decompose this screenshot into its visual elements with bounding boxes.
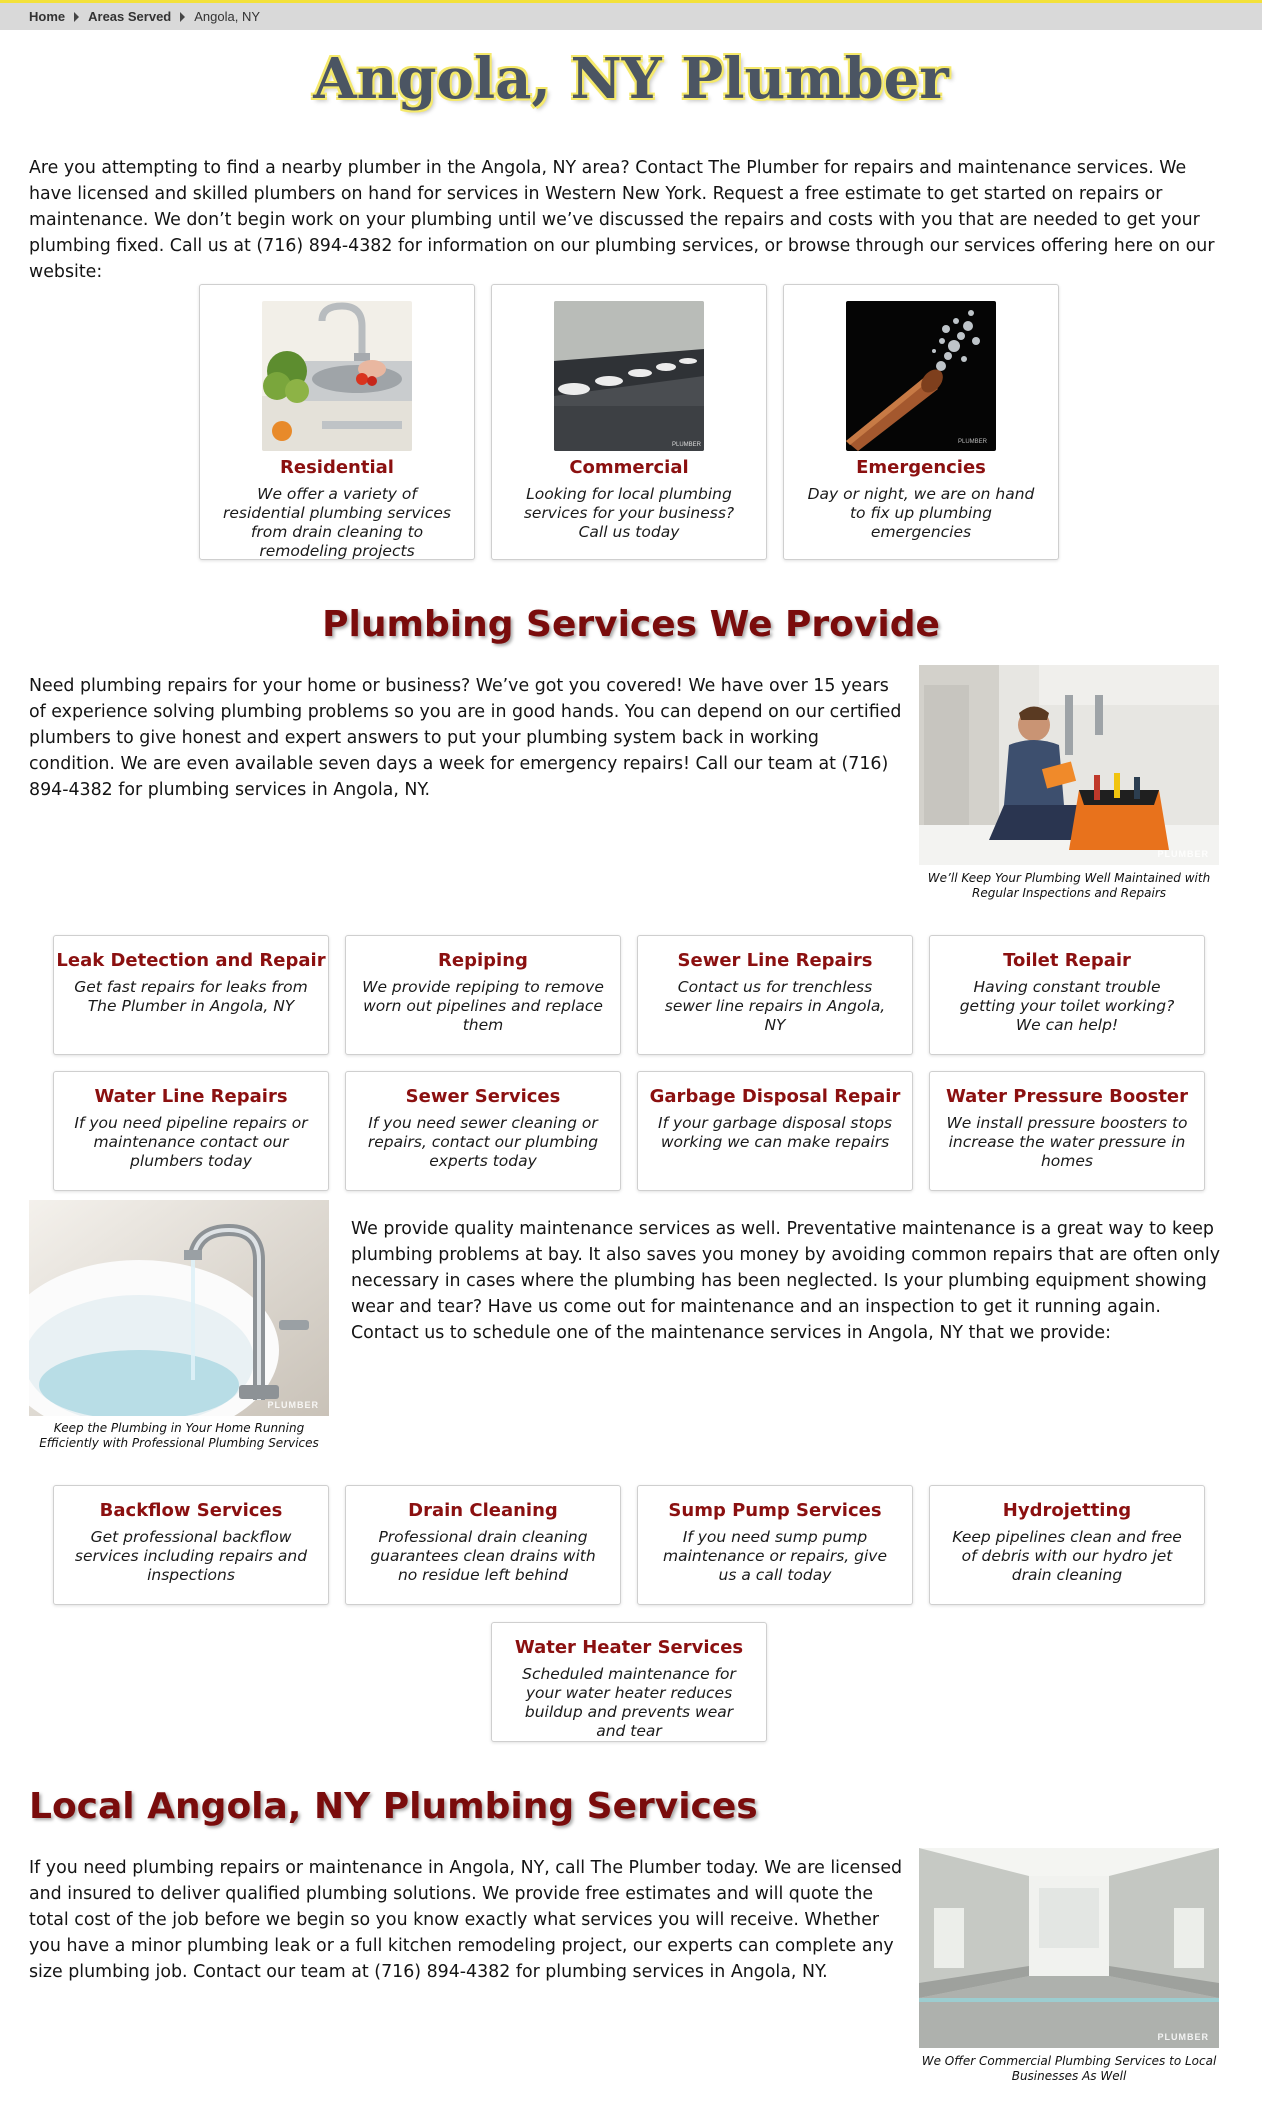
maintenance-paragraph: We provide quality maintenance services as well. Preventative maintenance is a great way to keep plumbing problems at bay. It also saves you money by avoiding common repairs that are often only necessary in cases where the plumbing has been neglected. Is your plumbing equipment showing wear and tear? Have us come out for maintenance and an inspection to get it running again. Contact us to schedule one of the maintenance services in Angola, NY that we provide:: [351, 1219, 1221, 1343]
svg-text:PLUMBER: PLUMBER: [672, 442, 702, 448]
category-card-residential[interactable]: [199, 284, 475, 560]
service-title: Sewer Services: [405, 1086, 561, 1107]
service-card-sump-pump[interactable]: [637, 1485, 913, 1605]
chevron-right-icon: [180, 12, 185, 22]
service-description: Get fast repairs for leaks from The Plumber in Angola, NY: [74, 978, 308, 1015]
service-description: Contact us for trenchless sewer line repairs in Angola, NY: [664, 978, 886, 1034]
watermark: PLUMBER: [1157, 849, 1209, 859]
service-description: Scheduled maintenance for your water heater reduces buildup and prevents wear and tear: [522, 1665, 736, 1740]
svg-text:PLUMBER: PLUMBER: [958, 439, 988, 445]
category-title: Commercial: [569, 457, 689, 478]
service-title: Drain Cleaning: [408, 1500, 558, 1521]
commercial-restroom-photo: [919, 1848, 1219, 2048]
service-description: Keep pipelines clean and free of debris with our hydro jet drain cleaning: [952, 1528, 1182, 1584]
plumber-with-tools-image: [919, 665, 1219, 865]
service-card-water-pressure-booster[interactable]: [929, 1071, 1205, 1191]
service-title: Water Line Repairs: [94, 1086, 288, 1107]
service-description: We install pressure boosters to increase the water pressure in homes: [946, 1114, 1188, 1170]
breadcrumb: [0, 3, 1262, 30]
service-title: Leak Detection and Repair: [56, 950, 326, 971]
maintenance-image-caption: Keep the Plumbing in Your Home Running Efficiently with Professional Plumbing Services: [39, 1421, 319, 1450]
category-description: We offer a variety of residential plumbing services from drain cleaning to remodeling projects: [222, 485, 451, 560]
service-title: Sump Pump Services: [668, 1500, 882, 1521]
service-description: Professional drain cleaning guarantees clean drains with no residue left behind: [370, 1528, 596, 1584]
category-description: Day or night, we are on hand to fix up plumbing emergencies: [807, 485, 1035, 541]
service-description: If you need sewer cleaning or repairs, contact our plumbing experts today: [367, 1114, 599, 1170]
service-card-backflow[interactable]: [53, 1485, 329, 1605]
service-description: We provide repiping to remove worn out pipelines and replace them: [362, 978, 604, 1034]
watermark: PLUMBER: [267, 1400, 319, 1410]
service-title: Water Heater Services: [514, 1637, 744, 1658]
local-image-caption: We Offer Commercial Plumbing Services to Local Businesses As Well: [921, 2054, 1217, 2083]
breadcrumb-areas-link[interactable]: Areas Served: [88, 9, 172, 24]
service-title: Repiping: [438, 950, 528, 971]
service-card-toilet-repair[interactable]: [929, 935, 1205, 1055]
chevron-right-icon: [74, 12, 79, 22]
watermark: PLUMBER: [1157, 2032, 1209, 2042]
category-card-emergencies[interactable]: [783, 284, 1059, 560]
service-card-water-line-repairs[interactable]: [53, 1071, 329, 1191]
service-description: If your garbage disposal stops working we can make repairs: [658, 1114, 892, 1151]
local-paragraph: If you need plumbing repairs or maintenance in Angola, NY, call The Plumber today. We are licensed and insured to deliver qualified plumbing solutions. We provide free estimates and will quote the total cost of the job before we begin so you know exactly what services you will receive. Whether you have a minor plumbing leak or a full kitchen remodeling project, our experts can complete any size plumbing job. Contact our team at (716) 894-4382 for plumbing services in Angola, NY.: [29, 1858, 903, 1982]
commercial-restroom-image: [554, 301, 704, 451]
residential-kitchen-image: [262, 301, 412, 451]
service-card-water-heater[interactable]: [491, 1622, 767, 1742]
category-description: Looking for local plumbing services for your business? Call us today: [523, 485, 735, 541]
service-title: Hydrojetting: [1002, 1500, 1132, 1521]
breadcrumb-home-link[interactable]: Home: [29, 9, 66, 24]
service-card-sewer-services[interactable]: [345, 1071, 621, 1191]
services-heading: Plumbing Services We Provide: [322, 604, 940, 645]
service-description: Having constant trouble getting your toilet working? We can help!: [959, 978, 1175, 1034]
intro-paragraph: Are you attempting to find a nearby plumber in the Angola, NY area? Contact The Plumber for repairs and maintenance services. We have licensed and skilled plumbers on hand for services in Western New York. Request a free estimate to get started on repairs or maintenance. We don’t begin work on your plumbing until we’ve discussed the repairs and costs with you that are needed to get your plumbing fixed. Call us at (716) 894-4382 for information on our plumbing services, or browse through our services offering here on our website:: [29, 158, 1215, 282]
service-title: Sewer Line Repairs: [677, 950, 873, 971]
service-card-hydrojetting[interactable]: [929, 1485, 1205, 1605]
category-title: Emergencies: [856, 457, 986, 478]
bathtub-faucet-image: [29, 1200, 329, 1416]
local-heading: Local Angola, NY Plumbing Services: [29, 1786, 758, 1827]
service-card-repiping[interactable]: [345, 935, 621, 1055]
service-title: Backflow Services: [99, 1500, 283, 1521]
service-description: If you need pipeline repairs or maintenance contact our plumbers today: [74, 1114, 308, 1170]
breadcrumb-current: Angola, NY: [194, 9, 261, 24]
services-image-caption: We’ll Keep Your Plumbing Well Maintained with Regular Inspections and Repairs: [927, 871, 1211, 900]
service-card-leak-detection[interactable]: [53, 935, 329, 1055]
page-title: Angola, NY Plumber: [313, 46, 949, 112]
service-card-garbage-disposal[interactable]: [637, 1071, 913, 1191]
service-title: Water Pressure Booster: [945, 1086, 1189, 1107]
emergency-burst-pipe-image: [846, 301, 996, 451]
service-title: Garbage Disposal Repair: [649, 1086, 901, 1107]
category-card-commercial[interactable]: [491, 284, 767, 560]
service-description: Get professional backflow services including repairs and inspections: [74, 1528, 308, 1584]
service-description: If you need sump pump maintenance or repairs, give us a call today: [663, 1528, 887, 1584]
category-title: Residential: [280, 457, 394, 478]
service-card-sewer-line-repairs[interactable]: [637, 935, 913, 1055]
services-paragraph: Need plumbing repairs for your home or business? We’ve got you covered! We have over 15 years of experience solving plumbing problems so you are in good hands. You can depend on our certified plumbers to give honest and expert answers to put your plumbing system back in working condition. We are even available seven days a week for emergency repairs! Call our team at (716) 894-4382 for plumbing services in Angola, NY.: [29, 676, 902, 800]
service-card-drain-cleaning[interactable]: [345, 1485, 621, 1605]
service-title: Toilet Repair: [1003, 950, 1131, 971]
